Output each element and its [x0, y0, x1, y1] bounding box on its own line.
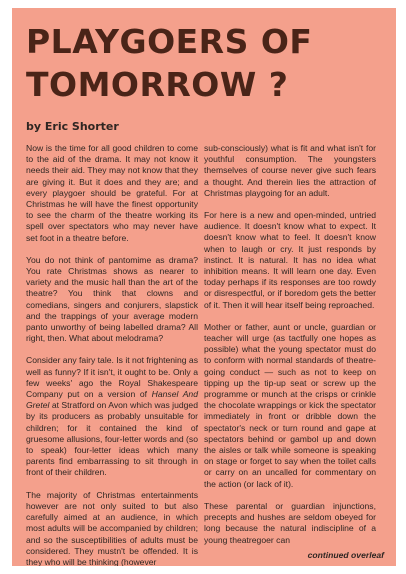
left-column [26, 143, 198, 566]
play-title: Hansel And Gretel [26, 389, 198, 411]
paragraph-text: at Stratford on Avon which was judged by its producers as probably unsuitable for children; for it contained the kind of gruesome allusions, four-letter words and (so to speak) four-letter ideas which many parents find embarrassing to sit through in front of their children. [26, 400, 198, 478]
paragraph: These parental or guardian injunctions, precepts and hushes are seldom obeyed for long because the natural indiscipline of a young theatregoer can [204, 500, 376, 545]
paragraph: Mother or father, aunt or uncle, guardian or teacher will urge (as tactfully one hopes as possible) what the young spectator must do to conform with normal standards of theatre-going conduct — such as not to keep on tipping up the tip-up seat or screw up the programme or munch at the crisps or crinkle the chocolate wrappings or kick the spectator immediately in front or dribble down the spectator's neck or turn round and gape at spectators behind or gambol up and down the aisles or talk while someone is speaking on stage or forget to say when the toilet calls or carry on an uncalled for commentary on the action (or lack of it). [204, 321, 376, 489]
paragraph [26, 355, 198, 478]
continued-overleaf: continued overleaf [307, 550, 384, 560]
headline-line-1: PLAYGOERS OF [26, 22, 313, 61]
magazine-page [12, 8, 396, 566]
paragraph-text: Consider any fairy tale. Is it not frightening as well as funny? If it isn't, it ought to be. Only a few weeks' ago the Royal Shakespeare Company put on a version of [26, 355, 198, 400]
paragraph: For here is a new and open-minded, untried audience. It doesn't know what to expect. It doesn't know what to feel. It doesn't know when to laugh or cry. It just responds by instinct. It is natural. It has no idea what inhibition means. It will learn one day. Even today perhaps if its responses are too rowdy or disrespectful, or if boredom gets the better of it. Then it will hear itself being reproached. [204, 210, 376, 310]
paragraph: You do not think of pantomime as drama? You rate Christmas shows as nearer to variety and the music hall than the art of the theatre? You think that clowns and comedians, singers and conjurers, slapstick and the trappings of your average modern panto unworthy of being labelled drama? All right, then. What about melodrama? [26, 254, 198, 344]
paragraph: sub-consciously) what is fit and what isn't for youthful consumption. The youngsters themselves of course never give such fears a thought. And therein lies the attraction of Christmas playgoing for an adult. [204, 143, 376, 198]
headline [26, 20, 312, 106]
paragraph: Now is the time for all good children to come to the aid of the drama. It may not know it needs their aid. They may not know that they are giving it. But it does and they are; and every playgoer should be grateful. For at Christmas he will have the finest opportunity to see the charm of the theatre working its spell over spectators who may never have set foot in a theatre before. [26, 143, 198, 243]
headline-line-2: TOMORROW ? [26, 65, 289, 104]
right-column [204, 143, 376, 546]
paragraph: The majority of Christmas entertainments however are not only suited to but also carefully aimed at an audience, in which most adults will be accompanied by children; and so the susceptibilities of adults must be considered. They mustn't be offended. It is they who will be thinking (however [26, 489, 198, 566]
byline: by Eric Shorter [26, 120, 119, 133]
